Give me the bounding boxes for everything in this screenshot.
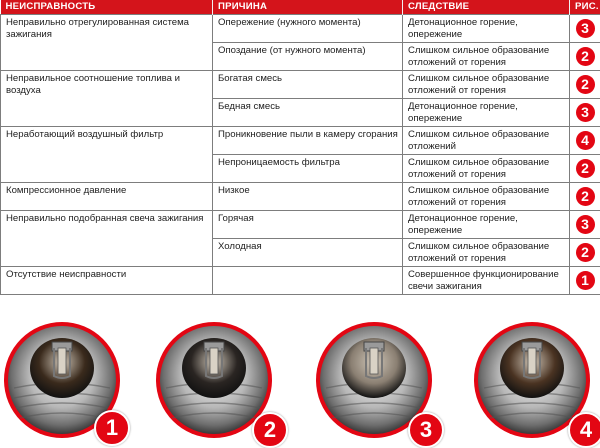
cause-cell: Опоздание (от нужного момента): [213, 43, 403, 71]
pic-number-badge: 3: [576, 215, 595, 234]
spark-plug-photo: [152, 318, 292, 442]
pic-cell: [570, 183, 600, 211]
cause-cell: Проникновение пыли в камеру сгорания: [213, 127, 403, 155]
pic-cell: [570, 211, 600, 239]
table-row: [1, 127, 600, 155]
photo-number-badge: 1: [94, 410, 130, 446]
cause-cell: Опережение (нужного момента): [213, 15, 403, 43]
effect-cell: Совершенное функционирование свечи зажигания: [403, 267, 570, 295]
fault-cell: Компрессионное давление: [1, 183, 213, 211]
header-pic: РИС.: [570, 0, 600, 15]
effect-cell: Детонационное горение, опережение: [403, 15, 570, 43]
effect-cell: Детонационное горение, опережение: [403, 211, 570, 239]
pic-number-badge: 3: [576, 103, 595, 122]
pic-cell: [570, 99, 600, 127]
photo-number-badge: 2: [252, 412, 288, 448]
photo-number-badge: 3: [408, 412, 444, 448]
table-row: [1, 267, 600, 295]
table-row: [1, 211, 600, 239]
cause-cell: Низкое: [213, 183, 403, 211]
pic-number-badge: 1: [576, 271, 595, 290]
effect-cell: Слишком сильное образование отложений от горения: [403, 183, 570, 211]
fault-cell: Неработающий воздушный фильтр: [1, 127, 213, 183]
pic-cell: [570, 155, 600, 183]
effect-cell: Слишком сильное образование отложений от горения: [403, 239, 570, 267]
pic-number-badge: 2: [576, 187, 595, 206]
header-effect: СЛЕДСТВИЕ: [403, 0, 570, 15]
pic-number-badge: 3: [576, 19, 595, 38]
pic-number-badge: 2: [576, 159, 595, 178]
table-header-row: [1, 0, 600, 15]
effect-cell: Слишком сильное образование отложений от горения: [403, 155, 570, 183]
table-row: [1, 15, 600, 43]
cause-cell: Непроницаемость фильтра: [213, 155, 403, 183]
effect-cell: Слишком сильное образование отложений от горения: [403, 43, 570, 71]
cause-cell: Бедная смесь: [213, 99, 403, 127]
effect-cell: Слишком сильное образование отложений: [403, 127, 570, 155]
header-cause: ПРИЧИНА: [213, 0, 403, 15]
pic-cell: [570, 127, 600, 155]
pic-number-badge: 2: [576, 75, 595, 94]
header-fault: НЕИСПРАВНОСТЬ: [1, 0, 213, 15]
pic-cell: [570, 267, 600, 295]
table-row: [1, 183, 600, 211]
pic-cell: [570, 43, 600, 71]
fault-cell: Неправильное соотношение топлива и воздуха: [1, 71, 213, 127]
pic-number-badge: 4: [576, 131, 595, 150]
effect-cell: Детонационное горение, опережение: [403, 99, 570, 127]
spark-plug-photo: [0, 318, 140, 442]
cause-cell: Богатая смесь: [213, 71, 403, 99]
pic-cell: [570, 71, 600, 99]
pic-number-badge: 2: [576, 243, 595, 262]
cause-cell: Холодная: [213, 239, 403, 267]
photo-number-badge: 4: [568, 412, 600, 448]
fault-cell: Неправильно подобранная свеча зажигания: [1, 211, 213, 267]
pic-cell: [570, 15, 600, 43]
spark-plug-photo: [470, 318, 600, 442]
spark-plug-photo: [312, 318, 452, 442]
pic-number-badge: 2: [576, 47, 595, 66]
cause-cell: [213, 267, 403, 295]
pic-cell: [570, 239, 600, 267]
effect-cell: Слишком сильное образование отложений от горения: [403, 71, 570, 99]
fault-cell: Неправильно отрегулированная система зажигания: [1, 15, 213, 71]
table-row: [1, 71, 600, 99]
cause-cell: Горячая: [213, 211, 403, 239]
fault-cell: Отсутствие неисправности: [1, 267, 213, 295]
